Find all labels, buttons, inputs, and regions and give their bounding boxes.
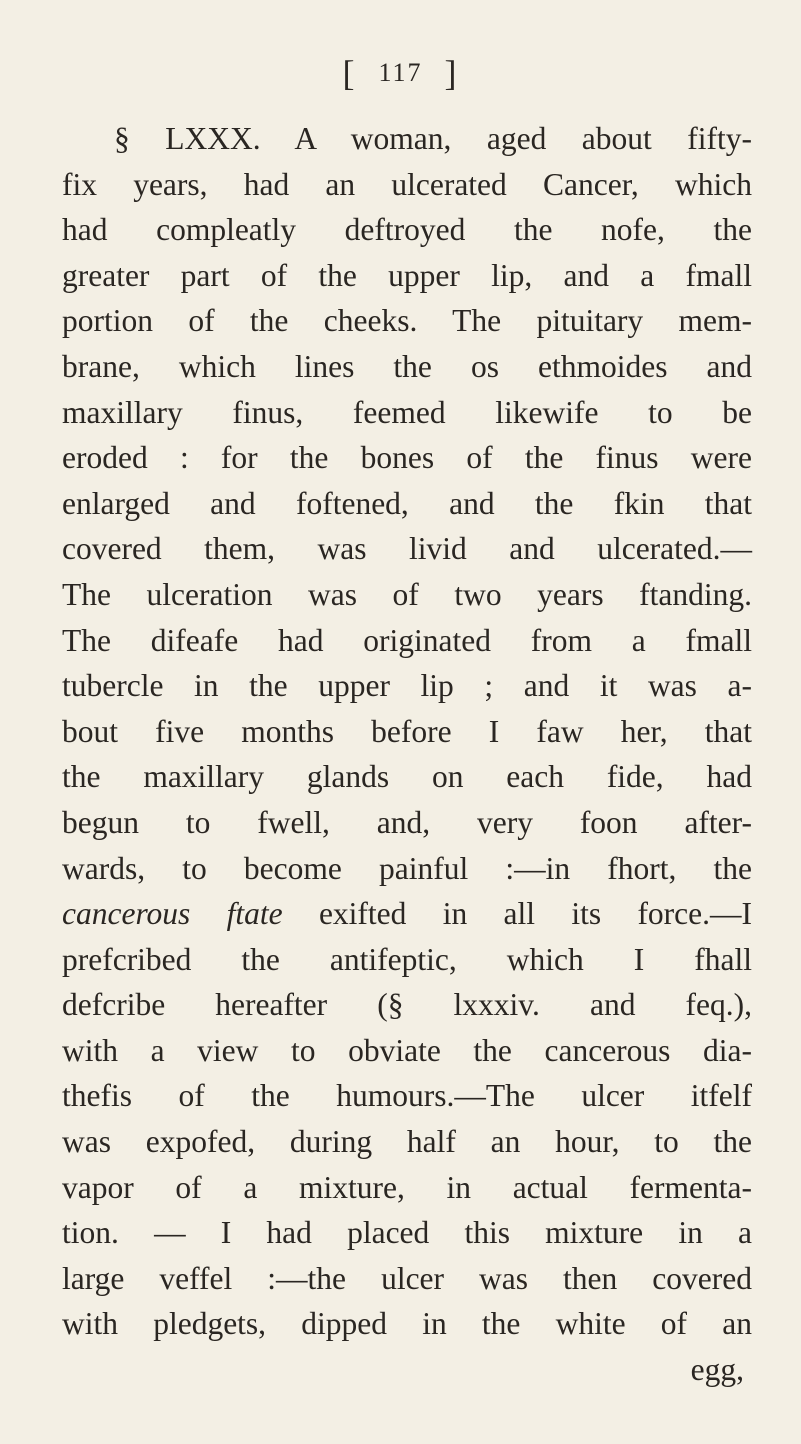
catchword: egg, bbox=[690, 1352, 744, 1388]
page-header bbox=[0, 52, 801, 94]
text-line: § LXXX. A woman, aged about fifty- bbox=[114, 121, 752, 156]
bracket-close: ] bbox=[444, 53, 459, 93]
text-line: thefis of the humours.—The ulcer itfelf bbox=[62, 1078, 752, 1114]
page-number: 117 bbox=[378, 58, 423, 87]
text-line: vapor of a mixture, in actual fermenta- bbox=[62, 1169, 752, 1205]
text-line: enlarged and foftened, and the fkin that bbox=[62, 485, 752, 521]
text-line: large veffel :—the ulcer was then covered bbox=[62, 1260, 752, 1296]
text-line: prefcribed the antifeptic, which I fhall bbox=[62, 941, 752, 977]
text-line: tion. — I had placed this mixture in a bbox=[62, 1215, 752, 1251]
text-line: maxillary finus, feemed likewife to be bbox=[62, 394, 752, 430]
text-line: greater part of the upper lip, and a fmall bbox=[62, 257, 752, 293]
text-line: bout five months before I faw her, that bbox=[62, 713, 752, 749]
text-line-with-italic bbox=[62, 891, 752, 937]
text-line: fix years, had an ulcerated Cancer, which bbox=[62, 166, 752, 202]
text-line: tubercle in the upper lip ; and it was a- bbox=[62, 668, 752, 704]
text-line-rest: exifted in all its force.—I bbox=[318, 896, 753, 932]
text-line: The ulceration was of two years ftanding. bbox=[62, 576, 752, 612]
body-text bbox=[62, 116, 752, 1393]
text-line: begun to fwell, and, very foon after- bbox=[62, 804, 752, 840]
text-line: with pledgets, dipped in the white of an bbox=[62, 1306, 752, 1342]
text-line: brane, which lines the os ethmoides and bbox=[62, 348, 752, 384]
text-line: was expofed, during half an hour, to the bbox=[62, 1124, 752, 1160]
text-line: the maxillary glands on each fide, had bbox=[62, 759, 752, 795]
text-line: defcribe hereafter (§ lxxxiv. and feq.), bbox=[62, 987, 752, 1023]
text-line: The difeafe had originated from a fmall bbox=[62, 622, 752, 658]
text-line: had compleatly deftroyed the nofe, the bbox=[62, 212, 752, 248]
text-line: with a view to obviate the cancerous dia- bbox=[62, 1032, 752, 1068]
italic-phrase: cancerous ftate bbox=[62, 896, 283, 932]
text-line: portion of the cheeks. The pituitary mem- bbox=[62, 303, 752, 339]
bracket-open: [ bbox=[342, 53, 357, 93]
text-line: covered them, was livid and ulcerated.— bbox=[62, 531, 752, 567]
text-line: wards, to become painful :—in fhort, the bbox=[62, 850, 752, 886]
text-line: eroded : for the bones of the finus were bbox=[62, 440, 752, 476]
